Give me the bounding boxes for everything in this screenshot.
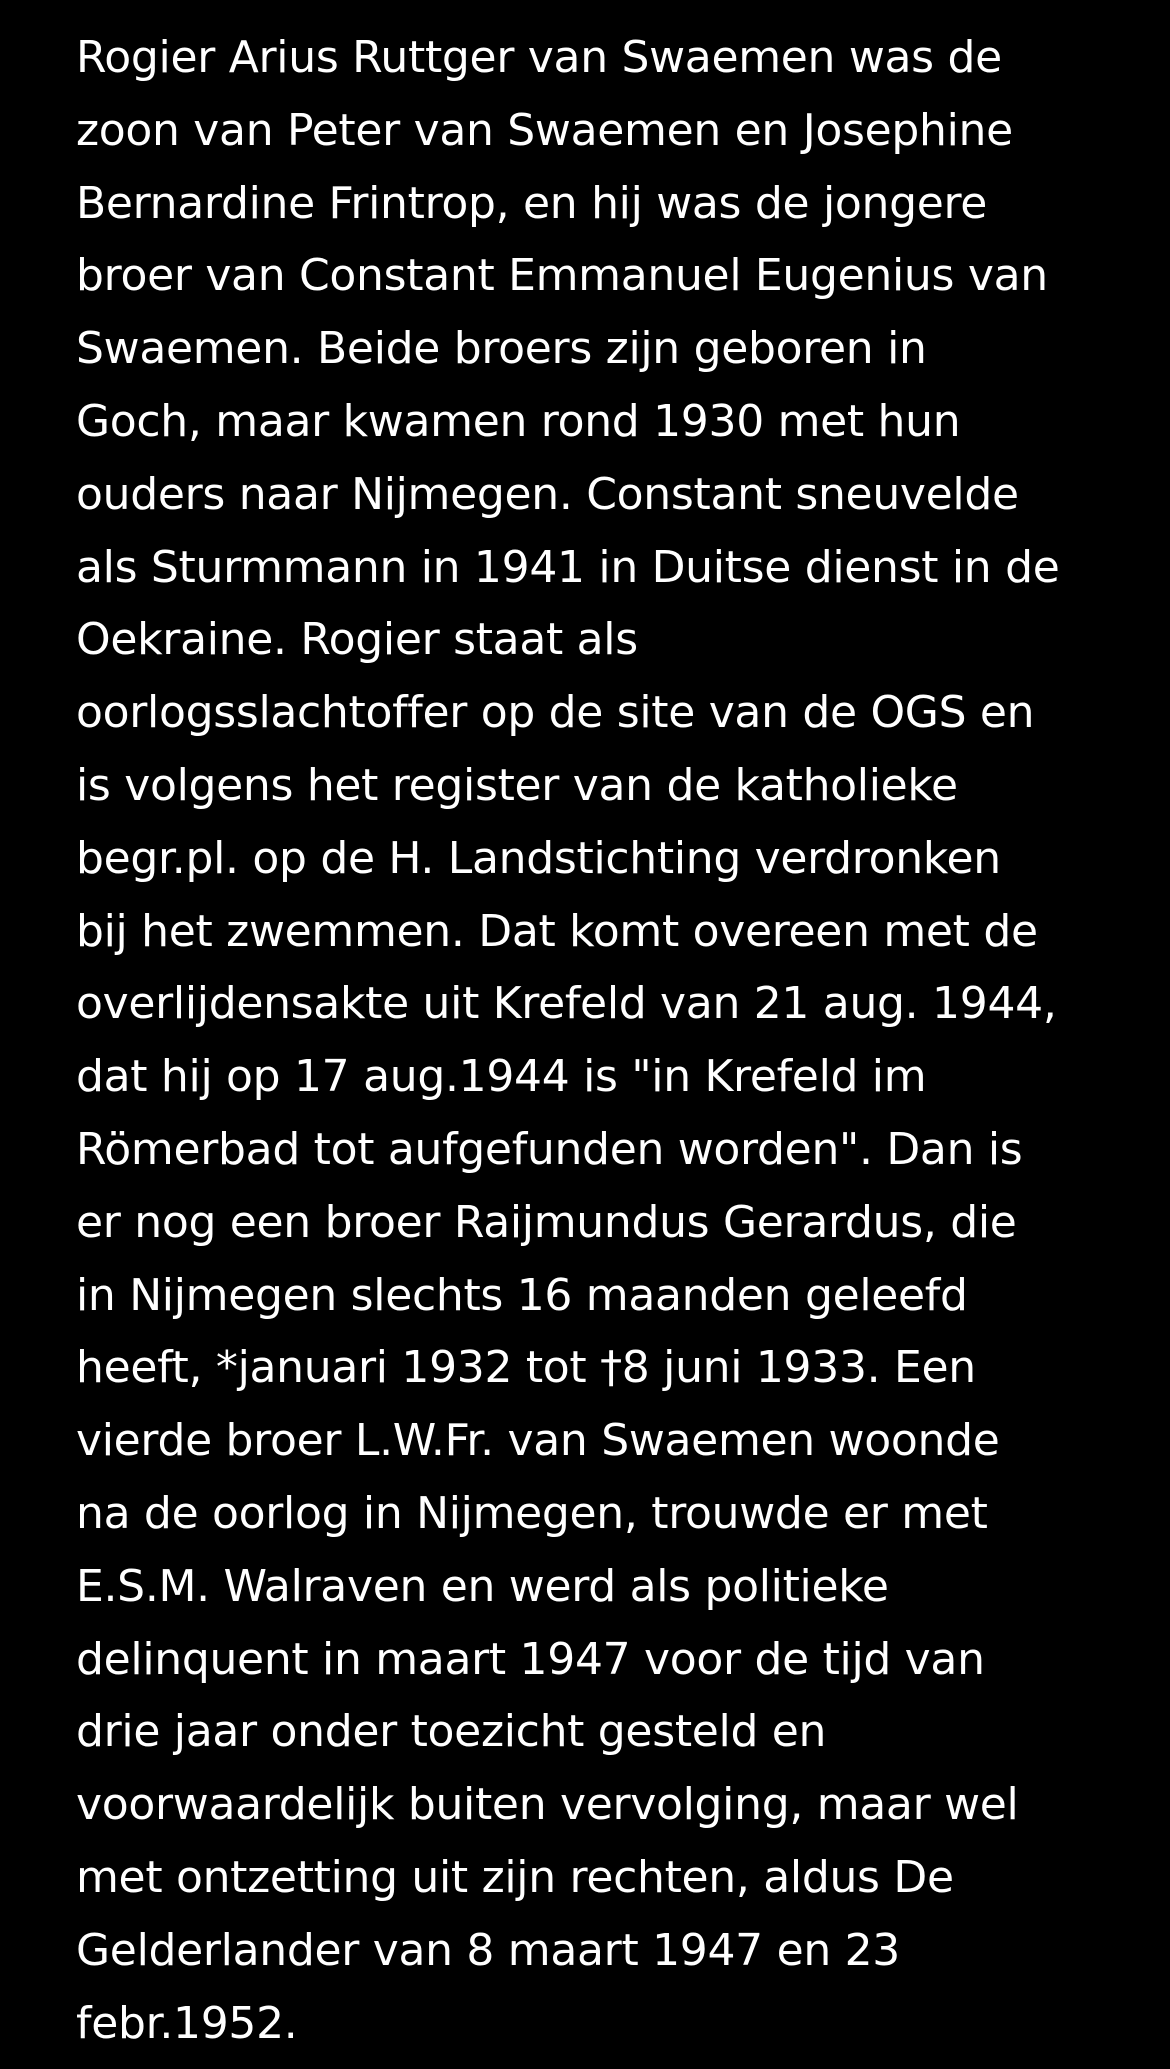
text-line: is volgens het register van de katholieke <box>76 759 958 811</box>
text-line: drie jaar onder toezicht gesteld en <box>76 1706 827 1758</box>
text-line: met ontzetting uit zijn rechten, aldus De <box>76 1851 954 1903</box>
text-line: vierde broer L.W.Fr. van Swaemen woonde <box>76 1415 1000 1467</box>
text-line: overlijdensakte uit Krefeld van 21 aug. 1944, <box>76 978 1057 1030</box>
text-line: Swaemen. Beide broers zijn geboren in <box>76 323 927 375</box>
text-line: zoon van Peter van Swaemen en Josephine <box>76 104 1013 156</box>
text-line: oorlogsslachtoffer op de site van de OGS en <box>76 687 1035 739</box>
text-line: voorwaardelijk buiten vervolging, maar wel <box>76 1779 1019 1831</box>
text-line: E.S.M. Walraven en werd als politieke <box>76 1560 889 1612</box>
text-line: in Nijmegen slechts 16 maanden geleefd <box>76 1269 968 1321</box>
text-line: na de oorlog in Nijmegen, trouwde er met <box>76 1487 988 1539</box>
text-line: broer van Constant Emmanuel Eugenius van <box>76 250 1048 302</box>
text-line: Bernardine Frintrop, en hij was de jongere <box>76 177 988 229</box>
text-line: bij het zwemmen. Dat komt overeen met de <box>76 905 1038 957</box>
note-text-view[interactable] <box>76 22 1136 2060</box>
text-line: Goch, maar kwamen rond 1930 met hun <box>76 395 961 447</box>
text-line: delinquent in maart 1947 voor de tijd van <box>76 1633 985 1685</box>
text-line: begr.pl. op de H. Landstichting verdronken <box>76 832 1001 884</box>
text-line: febr.1952. <box>76 1997 298 2049</box>
text-line: Gelderlander van 8 maart 1947 en 23 <box>76 1924 900 1976</box>
text-line: dat hij op 17 aug.1944 is "in Krefeld im <box>76 1051 927 1103</box>
text-line: Rogier Arius Ruttger van Swaemen was de <box>76 32 1002 83</box>
text-line: er nog een broer Raijmundus Gerardus, die <box>76 1196 1017 1248</box>
text-line: ouders naar Nijmegen. Constant sneuvelde <box>76 468 1019 520</box>
text-line: heeft, *januari 1932 tot †8 juni 1933. Een <box>76 1342 976 1394</box>
text-line: Oekraine. Rogier staat als <box>76 614 638 666</box>
text-line: als Sturmmann in 1941 in Duitse dienst in de <box>76 541 1060 593</box>
text-line: Römerbad tot aufgefunden worden". Dan is <box>76 1123 1023 1175</box>
